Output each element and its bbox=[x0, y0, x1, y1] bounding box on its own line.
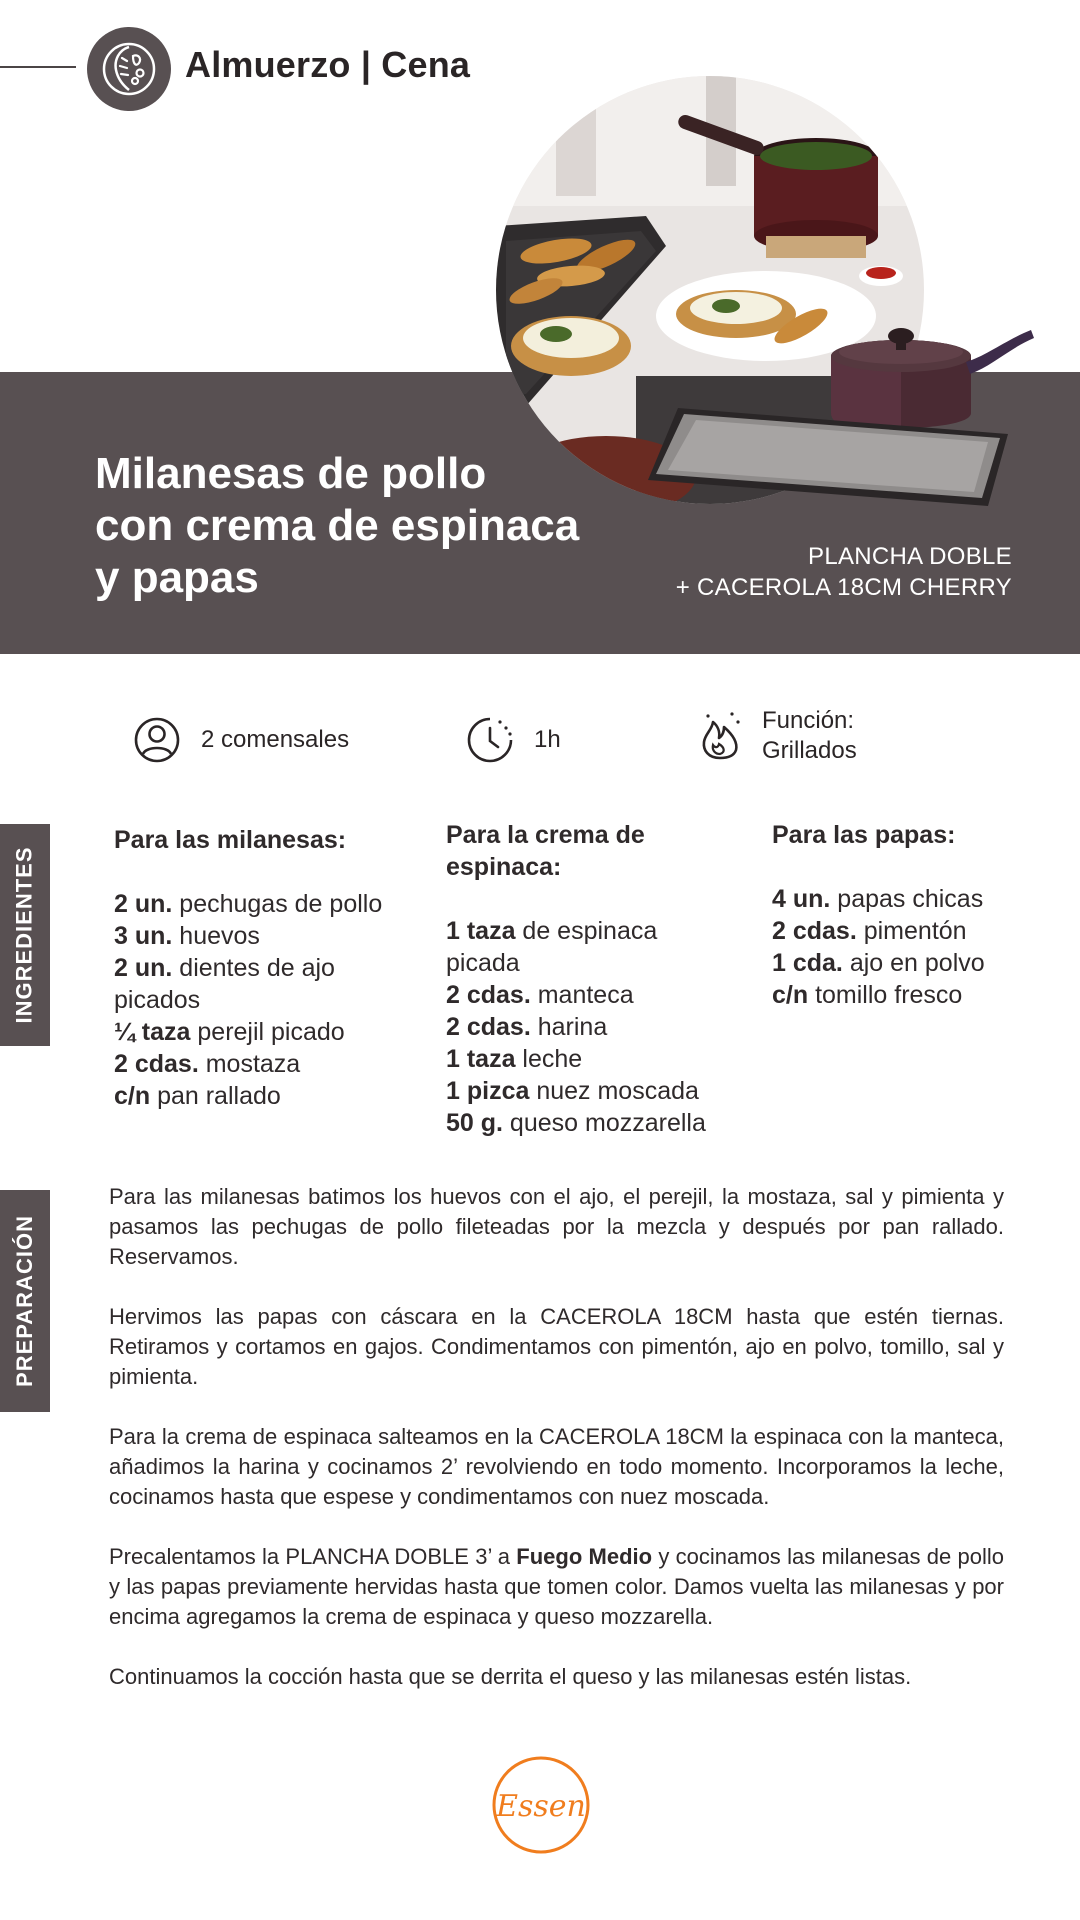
ingredient-item: 2 cdas. pimentón bbox=[772, 917, 967, 945]
product-name bbox=[676, 541, 1012, 603]
ingredient-item: 1 taza leche bbox=[446, 1045, 583, 1073]
logo-text: Essen bbox=[496, 1789, 586, 1824]
header-rule bbox=[0, 66, 76, 68]
ingredient-item: 3 un. huevos bbox=[114, 922, 260, 950]
milanesas-heading bbox=[114, 824, 382, 856]
heading-line: espinaca: bbox=[446, 853, 562, 881]
ingredient-item: 1 taza de espinaca bbox=[446, 917, 658, 945]
recipe-title-line: y papas bbox=[95, 553, 259, 602]
function-info bbox=[700, 708, 857, 764]
essen-logo bbox=[490, 1754, 592, 1861]
recipe-title-line: con crema de espinaca bbox=[95, 501, 580, 550]
heading-line: Para la crema de bbox=[446, 821, 645, 849]
preparation-step: Continuamos la cocción hasta que se derrita el queso y las milanesas estén listas. bbox=[109, 1664, 912, 1689]
ingredient-item: picados bbox=[114, 986, 201, 1014]
recipe-title-line: Milanesas de pollo bbox=[95, 449, 487, 498]
function-line: Grillados bbox=[762, 737, 857, 764]
ingredient-item: 50 g. queso mozzarella bbox=[446, 1109, 706, 1137]
ingredient-item: 2 un. dientes de ajo bbox=[114, 954, 335, 982]
product-line: + CACEROLA 18CM CHERRY bbox=[675, 574, 1012, 601]
ingredients-milanesas bbox=[114, 824, 382, 1112]
crema-heading bbox=[446, 819, 706, 883]
time-info bbox=[466, 712, 561, 768]
healthy-food-icon bbox=[87, 27, 171, 111]
papas-heading bbox=[772, 819, 985, 851]
servings-info bbox=[133, 712, 349, 768]
preparation-step: Precalentamos la PLANCHA DOBLE 3’ a Fuego Medio y cocinamos las milanesas de pollo y las papas previamente hervidas hasta que tomen color. Damos vuelta las milanesas y por encima agregamos la crema de espinaca y queso mozzarella. bbox=[109, 1544, 1004, 1629]
function-label bbox=[762, 706, 857, 766]
product-line: PLANCHA DOBLE bbox=[808, 543, 1012, 570]
ingredients-crema bbox=[446, 819, 706, 1139]
preparation-tab bbox=[0, 1190, 50, 1412]
ingredient-item: 2 un. pechugas de pollo bbox=[114, 890, 383, 918]
ingredients-tab bbox=[0, 824, 50, 1046]
preparation-tab-label: PREPARACIÓN bbox=[12, 1215, 38, 1387]
preparation-step: Para las milanesas batimos los huevos con el ajo, el perejil, la mostaza, sal y pimienta y pasamos las pechugas de pollo fileteadas por la mezcla y después por pan rallado. Reservamos. bbox=[109, 1184, 1004, 1269]
griddle-tray-image bbox=[648, 396, 1018, 521]
heading-line: Para las papas: bbox=[772, 821, 956, 849]
preparation-step: Para la crema de espinaca salteamos en la CACEROLA 18CM la espinaca con la manteca, añadimos la harina y cocinamos 2’ revolviendo en todo momento. Incorporamos la leche, cocinamos hasta que espese y condimentamos con nuez moscada. bbox=[109, 1424, 1004, 1509]
ingredient-item: c/n pan rallado bbox=[114, 1082, 281, 1110]
preparation-step: Hervimos las papas con cáscara en la CACEROLA 18CM hasta que estén tiernas. Retiramos y cortamos en gajos. Condimentamos con pimentón, ajo en polvo, tomillo, sal y pimienta. bbox=[109, 1304, 1004, 1389]
preparation-steps bbox=[109, 1182, 1004, 1722]
user-icon bbox=[133, 716, 181, 764]
ingredients-tab-label: INGREDIENTES bbox=[12, 846, 37, 1024]
time-label: 1h bbox=[534, 726, 561, 753]
ingredient-item: ¼ taza perejil picado bbox=[114, 1018, 345, 1046]
clock-icon bbox=[466, 716, 514, 764]
ingredient-item: c/n tomillo fresco bbox=[772, 981, 963, 1009]
recipe-category: Almuerzo | Cena bbox=[185, 44, 471, 85]
ingredients-papas bbox=[772, 819, 985, 1011]
ingredient-item: picada bbox=[446, 949, 520, 977]
heading-line: Para las milanesas: bbox=[114, 826, 347, 854]
ingredient-item: 1 cda. ajo en polvo bbox=[772, 949, 985, 977]
ingredient-item: 4 un. papas chicas bbox=[772, 885, 984, 913]
ingredient-item: 2 cdas. manteca bbox=[446, 981, 634, 1009]
ingredient-item: 2 cdas. mostaza bbox=[114, 1050, 301, 1078]
ingredient-item: 1 pizca nuez moscada bbox=[446, 1077, 699, 1105]
recipe-title bbox=[95, 448, 635, 604]
function-line: Función: bbox=[762, 707, 855, 734]
servings-label: 2 comensales bbox=[201, 726, 350, 753]
fire-icon bbox=[700, 710, 742, 762]
ingredient-item: 2 cdas. harina bbox=[446, 1013, 608, 1041]
